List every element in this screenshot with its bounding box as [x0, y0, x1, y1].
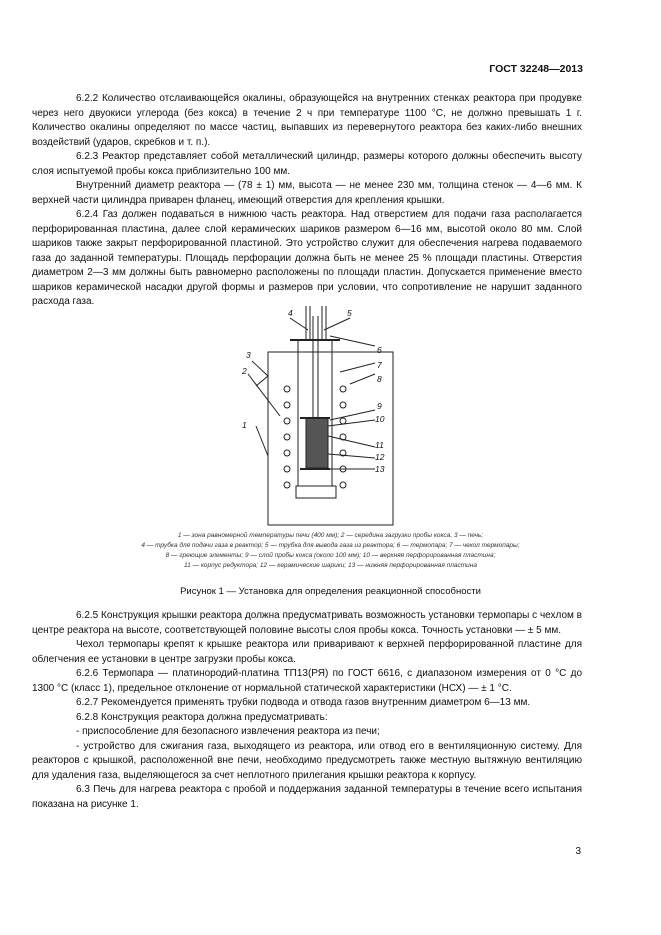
reactor-figure: [200, 306, 400, 531]
legend-line: 1 — зона равномерной температуры печи (400 мм); 2 — середина загрузки пробы кокса, 3 — печь;: [177, 532, 484, 539]
figure-label: 1: [242, 420, 247, 430]
paragraph: 6.2.7 Рекомендуется применять трубки подвода и отвода газов внутренним диаметром 6—13 мм.: [76, 697, 531, 708]
legend-line: 11 — корпус редуктора; 12 — керамические шарики; 13 — нижняя перфорированная пластина: [184, 562, 477, 569]
figure-label: 8: [377, 374, 382, 384]
text-block-bottom: [32, 609, 582, 812]
list-item: - устройство для сжигания газа, выходящего из реактора, или отвод его в вентиляционную систему. Для реакторов с крышкой, расположенной вне печи, необходимо предусмотреть также местную вытяжную вентиляцию для удаления газа, выделяющегося за счет неплотного прилегания крышки реактора к корпусу.: [32, 740, 582, 781]
figure-label: 7: [377, 360, 382, 370]
text-block-top: [32, 92, 582, 310]
paragraph: Чехол термопары крепят к крышке реактора или приваривают к верхней перфорированной пластине для облегчения ее установки в центре загрузки пробы кокса.: [32, 639, 582, 665]
page-number: 3: [575, 846, 581, 857]
figure-label: 10: [375, 414, 385, 424]
figure-label: 4: [288, 308, 293, 318]
figure-label: 13: [375, 464, 385, 474]
furnace-body: [268, 352, 393, 525]
paragraph: 6.3 Печь для нагрева реактора с пробой и поддержания заданной температуры в течение всего испытания показана на рисунке 1.: [32, 784, 582, 810]
legend-line: 8 — греющие элементы; 9 — слой пробы кокса (около 100 мм); 10 — верхняя перфорированная пластина;: [165, 552, 496, 559]
paragraph: 6.2.4 Газ должен подаваться в нижнюю часть реактора. Над отверстием для подачи газа располагается перфорированная пластина, далее слой керамических шариков размером 6—16 мм, высотой около 80 мм. Слой шариков также закрыт перфорированной пластиной. Это устройство служит для обеспечения нагрева подаваемого газа до заданной температуры. Площадь перфорации должна быть не менее 25 % площади пластины. Отверстия диаметром 2—3 мм должны быть равномерно расположены по площади пластин. Допускается применение вместо шариков керамической насадки другой формы и размеров при условии, что сопротивление не нарушит заданного расхода газа.: [32, 209, 582, 307]
document-code: ГОСТ 32248—2013: [489, 63, 583, 75]
paragraph: 6.2.5 Конструкция крышки реактора должна предусматривать возможность установки термопары с чехлом в центре реактора на высоте, соответствующей половине высоты слоя пробы кокса. Точность установки — ± 5 мм.: [32, 610, 582, 636]
figure-label: 9: [377, 401, 382, 411]
paragraph: 6.2.3 Реактор представляет собой металлический цилиндр, размеры которого должны обеспечить высоту слоя испытуемой пробы кокса приблизительно 100 мм.: [32, 151, 582, 177]
figure-label: 3: [246, 350, 251, 360]
list-item: - приспособление для безопасного извлечения реактора из печи;: [76, 726, 380, 737]
figure-label: 2: [242, 366, 247, 376]
paragraph: 6.2.2 Количество отслаивающейся окалины, образующейся на внутренних стенках реактора при продувке через него двуокиси углерода (без кокса) в течение 2 ч при температуре 1100 °С, не должно превышать 1 г. Количество окалины определяют по массе частиц, выпавших из перевернутого реактора без каких-либо внешних воздействий (ударов, скребков и т. п.).: [32, 93, 582, 148]
figure-title: Рисунок 1 — Установка для определения реакционной способности: [180, 586, 481, 597]
figure-legend: [32, 531, 629, 571]
paragraph: 6.2.8 Конструкция реактора должна предусматривать:: [76, 711, 328, 723]
paragraph: 6.2.6 Термопара — платинородий-платина ТП13(РЯ) по ГОСТ 6616, с диапазоном измерения от 0 °С до 1300 °С (класс 1), предельное отклонение от нормальной статической характеристики (НСХ) — ± 1 °С.: [32, 668, 582, 694]
figure-label: 12: [375, 452, 385, 462]
figure-label: 5: [347, 308, 352, 318]
figure-label: 6: [377, 345, 382, 355]
figure-label: 11: [375, 440, 384, 450]
legend-line: 4 — трубка для подачи газа в реактор; 5 — трубка для вывода газа из реактора; 6 — термопара; 7 — чехол термопары;: [141, 542, 520, 549]
paragraph: Внутренний диаметр реактора — (78 ± 1) мм, высота — не менее 230 мм, толщина стенок — 4—6 мм. К верхней части цилиндра приварен фланец, имеющий отверстия для крепления крышки.: [32, 180, 582, 206]
coke-layer: [306, 418, 328, 468]
